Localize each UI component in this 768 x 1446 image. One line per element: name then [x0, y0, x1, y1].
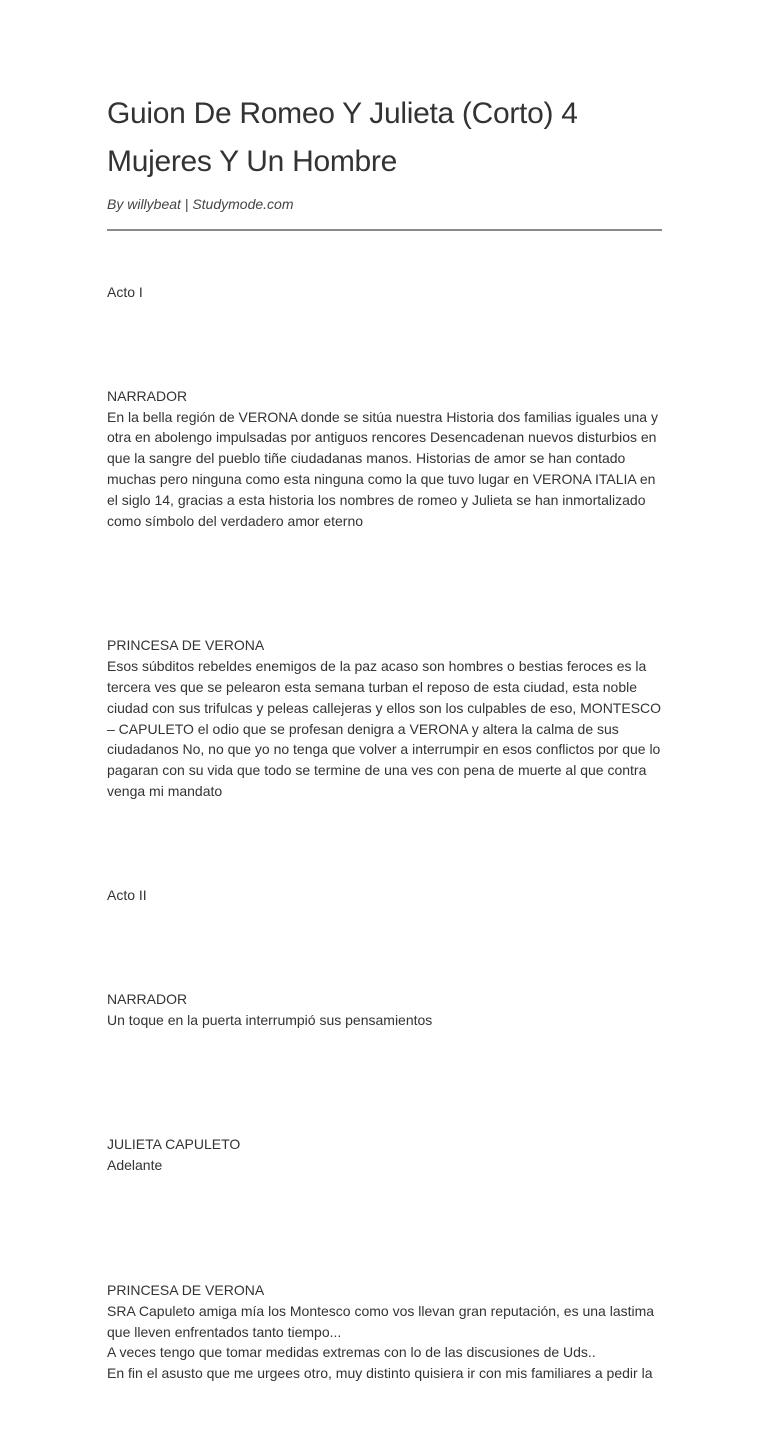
speech-text: En la bella región de VERONA donde se sitúa nuestra Historia dos familias iguales una y otra en abolengo impulsadas por antiguos rencores Desencadenan nuevos disturbios en que la sangre del pueblo tiñe ciudadanas manos. Historias de amor se han contado muchas pero ninguna como esta ninguna como la que tuvo lugar en VERONA ITALIA en el siglo 14, gracias a esta historia los nombres de romeo y Julieta se han inmortalizado como símbolo del verdadero amor eterno — [107, 408, 658, 529]
dialogue-block — [107, 1259, 662, 1405]
speech-text: Un toque en la puerta interrumpió sus pensamientos — [107, 1011, 433, 1028]
dialogue-block — [107, 615, 662, 823]
dialogue-block — [107, 365, 662, 552]
author-byline: By willybeat | Studymode.com — [107, 196, 294, 212]
title-divider — [107, 229, 662, 231]
act-heading: Acto II — [107, 886, 147, 903]
script-body — [107, 261, 662, 1446]
page-title: Guion De Romeo Y Julieta (Corto) 4 Mujeres Y Un Hombre — [107, 97, 578, 178]
dialogue-block — [107, 1114, 662, 1197]
speaker-name: NARRADOR — [107, 387, 188, 404]
dialogue-block — [107, 968, 662, 1051]
speaker-name: PRINCESA DE VERONA — [107, 1282, 265, 1299]
document-page — [107, 0, 662, 1446]
speaker-name: PRINCESA DE VERONA — [107, 637, 265, 654]
act-heading: Acto I — [107, 283, 143, 300]
speech-text: SRA Capuleto amiga mía los Montesco como vos llevan gran reputación, es una lastima que lleven enfrentados tanto tiempo... A veces tengo que tomar medidas extremas con lo de las discusiones de Uds.. En fin el asusto que me urgees otro, muy distinto quisiera ir con mis familiares a pedir la — [107, 1302, 655, 1382]
speaker-name: JULIETA CAPULETO — [107, 1136, 241, 1153]
speech-text: Adelante — [107, 1157, 163, 1174]
speech-text: Esos súbditos rebeldes enemigos de la paz acaso son hombres o bestias feroces es la tercera ves que se pelearon esta semana turban el reposo de esta ciudad, esta noble ciudad con sus trifulcas y peleas callejeras y ellos son los culpables de eso, MONTESCO – CAPULETO el odio que se profesan denigra a VERONA y altera la calma de sus ciudadanos No, no que yo no tenga que volver a interrumpir en esos conflictos por que lo pagaran con su vida que todo se termine de una ves con pena de muerte al que contra venga mi mandato — [107, 658, 662, 799]
speaker-name: NARRADOR — [107, 990, 188, 1007]
